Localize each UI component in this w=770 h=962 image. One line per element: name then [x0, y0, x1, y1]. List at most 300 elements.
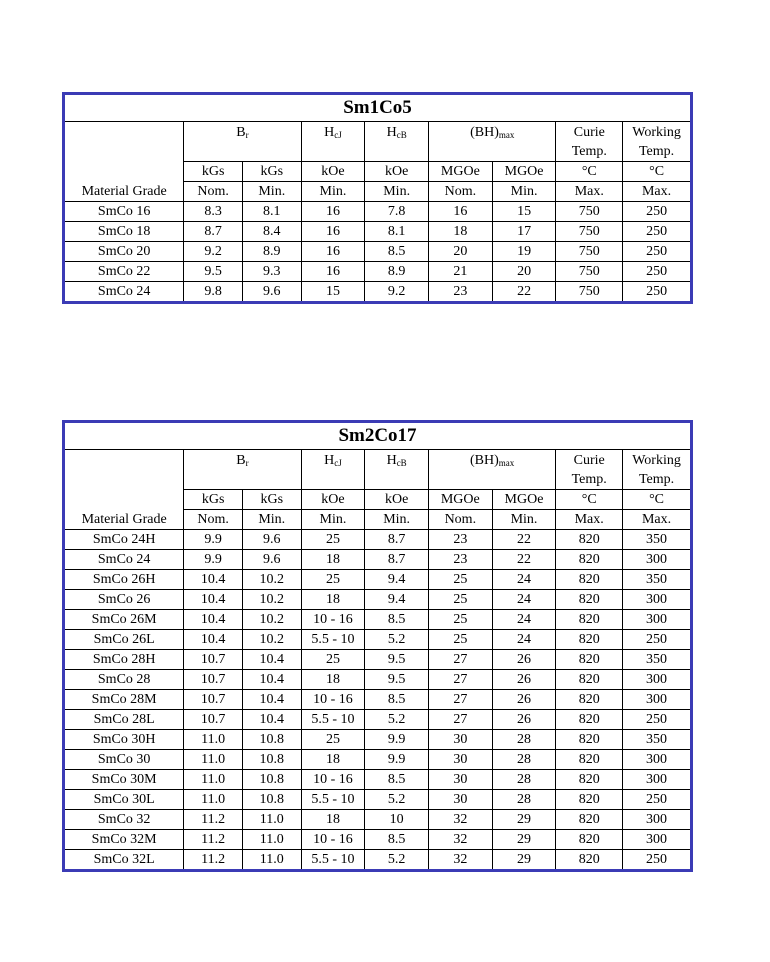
value-cell: 10.4 [184, 610, 243, 630]
value-cell: 820 [556, 790, 623, 810]
table-row [64, 222, 692, 242]
value-cell: 820 [556, 710, 623, 730]
hcj-header-subscript: cJ [334, 130, 342, 140]
bhmax-header [428, 450, 555, 490]
table-row [64, 730, 692, 750]
value-cell: 32 [428, 830, 492, 850]
value-cell: 5.2 [365, 850, 429, 871]
value-cell: 25 [428, 590, 492, 610]
value-cell: 23 [428, 530, 492, 550]
sm1co5-table [62, 92, 693, 304]
value-cell: 10 [365, 810, 429, 830]
qualifier-cell: Min. [242, 510, 301, 530]
blank-unit-cell [64, 162, 184, 182]
value-cell: 18 [301, 750, 365, 770]
hcb-header [365, 450, 429, 490]
qualifier-cell: Nom. [428, 510, 492, 530]
grade-cell: SmCo 30 [64, 750, 184, 770]
value-cell: 10.4 [184, 590, 243, 610]
qualifier-cell: Max. [623, 510, 692, 530]
value-cell: 16 [301, 202, 365, 222]
value-cell: 9.6 [242, 282, 301, 303]
table-row [64, 282, 692, 303]
value-cell: 29 [492, 830, 556, 850]
value-cell: 10 - 16 [301, 770, 365, 790]
value-cell: 18 [429, 222, 493, 242]
curie-temp-header [556, 122, 623, 162]
unit-cell: kOe [301, 162, 365, 182]
table-row [64, 670, 692, 690]
grade-cell: SmCo 28M [64, 690, 184, 710]
unit-cell: kOe [301, 490, 365, 510]
grade-cell: SmCo 16 [64, 202, 184, 222]
qualifier-cell: Min. [492, 182, 556, 202]
value-cell: 250 [623, 242, 692, 262]
sm2co17-table [62, 420, 693, 872]
value-cell: 25 [301, 530, 365, 550]
value-cell: 28 [492, 790, 556, 810]
value-cell: 21 [429, 262, 493, 282]
qualifier-cell: Nom. [184, 510, 243, 530]
value-cell: 10.2 [242, 630, 301, 650]
value-cell: 17 [492, 222, 556, 242]
value-cell: 10.4 [184, 630, 243, 650]
curie-temp-header-line1: Curie [573, 125, 605, 140]
qualifier-cell: Min. [301, 510, 365, 530]
grade-cell: SmCo 20 [64, 242, 184, 262]
table-row [64, 530, 692, 550]
table-row [64, 810, 692, 830]
grade-cell: SmCo 32M [64, 830, 184, 850]
blank-header-cell [64, 450, 184, 490]
value-cell: 8.5 [365, 830, 429, 850]
value-cell: 9.4 [365, 590, 429, 610]
value-cell: 25 [301, 570, 365, 590]
value-cell: 32 [428, 810, 492, 830]
hcb-header-subscript: cB [396, 130, 407, 140]
value-cell: 9.3 [242, 262, 301, 282]
value-cell: 11.2 [184, 830, 243, 850]
unit-cell: MGOe [492, 162, 556, 182]
value-cell: 750 [556, 222, 623, 242]
value-cell: 10.7 [184, 710, 243, 730]
value-cell: 750 [556, 242, 623, 262]
value-cell: 26 [492, 710, 556, 730]
value-cell: 10.7 [184, 670, 243, 690]
value-cell: 8.7 [365, 530, 429, 550]
unit-cell: MGOe [429, 162, 493, 182]
value-cell: 8.7 [184, 222, 243, 242]
value-cell: 26 [492, 690, 556, 710]
value-cell: 28 [492, 750, 556, 770]
value-cell: 11.0 [242, 830, 301, 850]
working-temp-header [623, 450, 692, 490]
value-cell: 300 [623, 590, 692, 610]
table-row [64, 830, 692, 850]
working-temp-header-line1: Working [632, 125, 681, 140]
grade-cell: SmCo 18 [64, 222, 184, 242]
grade-cell: SmCo 22 [64, 262, 184, 282]
value-cell: 23 [429, 282, 493, 303]
value-cell: 350 [623, 570, 692, 590]
qualifier-cell: Max. [556, 182, 623, 202]
group-header-row [64, 122, 692, 162]
hcb-header-symbol: H [386, 453, 397, 468]
value-cell: 16 [301, 222, 365, 242]
table-row [64, 650, 692, 670]
value-cell: 9.5 [365, 650, 429, 670]
value-cell: 820 [556, 830, 623, 850]
value-cell: 11.0 [242, 850, 301, 871]
value-cell: 10.2 [242, 610, 301, 630]
value-cell: 9.5 [184, 262, 243, 282]
hcj-header-symbol: H [324, 453, 335, 468]
value-cell: 18 [301, 810, 365, 830]
grade-cell: SmCo 24H [64, 530, 184, 550]
table-title: Sm1Co5 [64, 94, 692, 122]
grade-cell: SmCo 28L [64, 710, 184, 730]
value-cell: 9.9 [365, 730, 429, 750]
value-cell: 350 [623, 530, 692, 550]
br-header-symbol: B [236, 453, 246, 468]
value-cell: 19 [492, 242, 556, 262]
value-cell: 11.0 [184, 750, 243, 770]
grade-cell: SmCo 26H [64, 570, 184, 590]
group-header-row [64, 450, 692, 490]
value-cell: 9.2 [365, 282, 429, 303]
value-cell: 24 [492, 630, 556, 650]
value-cell: 820 [556, 770, 623, 790]
value-cell: 750 [556, 282, 623, 303]
value-cell: 20 [492, 262, 556, 282]
value-cell: 29 [492, 850, 556, 871]
value-cell: 5.2 [365, 710, 429, 730]
value-cell: 15 [492, 202, 556, 222]
value-cell: 10.4 [242, 650, 301, 670]
value-cell: 300 [623, 830, 692, 850]
value-cell: 26 [492, 670, 556, 690]
unit-cell: MGOe [492, 490, 556, 510]
value-cell: 10 - 16 [301, 830, 365, 850]
value-cell: 10.8 [242, 750, 301, 770]
unit-cell: kGs [242, 162, 301, 182]
value-cell: 750 [556, 202, 623, 222]
value-cell: 16 [429, 202, 493, 222]
value-cell: 820 [556, 730, 623, 750]
value-cell: 9.2 [184, 242, 243, 262]
table-row [64, 770, 692, 790]
value-cell: 300 [623, 690, 692, 710]
value-cell: 16 [301, 242, 365, 262]
value-cell: 10.8 [242, 770, 301, 790]
value-cell: 7.8 [365, 202, 429, 222]
value-cell: 250 [623, 262, 692, 282]
table-row [64, 790, 692, 810]
value-cell: 250 [623, 282, 692, 303]
value-cell: 11.2 [184, 850, 243, 871]
value-cell: 10.4 [242, 690, 301, 710]
value-cell: 820 [556, 590, 623, 610]
value-cell: 25 [301, 730, 365, 750]
unit-cell: kGs [184, 162, 243, 182]
value-cell: 18 [301, 550, 365, 570]
value-cell: 350 [623, 730, 692, 750]
qualifier-cell: Min. [301, 182, 365, 202]
value-cell: 15 [301, 282, 365, 303]
value-cell: 820 [556, 810, 623, 830]
value-cell: 8.3 [184, 202, 243, 222]
value-cell: 30 [428, 770, 492, 790]
value-cell: 750 [556, 262, 623, 282]
unit-cell: °C [623, 162, 692, 182]
value-cell: 5.5 - 10 [301, 850, 365, 871]
value-cell: 23 [428, 550, 492, 570]
qualifier-cell: Max. [623, 182, 692, 202]
curie-temp-header-line2: Temp. [571, 472, 607, 487]
hcj-header [301, 122, 365, 162]
br-header-symbol: B [236, 125, 246, 140]
value-cell: 25 [428, 610, 492, 630]
value-cell: 29 [492, 810, 556, 830]
blank-unit-cell [64, 490, 184, 510]
value-cell: 8.5 [365, 610, 429, 630]
grade-cell: SmCo 30L [64, 790, 184, 810]
value-cell: 300 [623, 550, 692, 570]
qualifier-cell: Max. [556, 510, 623, 530]
value-cell: 8.9 [242, 242, 301, 262]
qualifier-cell: Min. [242, 182, 301, 202]
units-row [64, 162, 692, 182]
value-cell: 26 [492, 650, 556, 670]
value-cell: 250 [623, 710, 692, 730]
value-cell: 11.0 [184, 730, 243, 750]
value-cell: 30 [428, 730, 492, 750]
value-cell: 20 [429, 242, 493, 262]
grade-cell: SmCo 24 [64, 550, 184, 570]
value-cell: 27 [428, 670, 492, 690]
value-cell: 11.0 [184, 790, 243, 810]
value-cell: 820 [556, 690, 623, 710]
hcj-header [301, 450, 365, 490]
grade-cell: SmCo 30H [64, 730, 184, 750]
value-cell: 250 [623, 850, 692, 871]
table-row [64, 610, 692, 630]
bhmax-header [429, 122, 556, 162]
grade-cell: SmCo 24 [64, 282, 184, 303]
grade-cell: SmCo 26L [64, 630, 184, 650]
bhmax-header-symbol: (BH) [470, 125, 499, 140]
value-cell: 300 [623, 750, 692, 770]
qualifier-cell: Nom. [184, 182, 243, 202]
value-cell: 8.7 [365, 550, 429, 570]
value-cell: 10.4 [184, 570, 243, 590]
qualifier-cell: Nom. [429, 182, 493, 202]
working-temp-header [623, 122, 692, 162]
unit-cell: °C [623, 490, 692, 510]
value-cell: 10.2 [242, 570, 301, 590]
curie-temp-header-line1: Curie [573, 453, 605, 468]
grade-cell: SmCo 32 [64, 810, 184, 830]
value-cell: 24 [492, 590, 556, 610]
value-cell: 820 [556, 850, 623, 871]
value-cell: 10.7 [184, 650, 243, 670]
grade-cell: SmCo 26 [64, 590, 184, 610]
unit-cell: kGs [184, 490, 243, 510]
grade-cell: SmCo 28H [64, 650, 184, 670]
br-header [184, 122, 301, 162]
value-cell: 16 [301, 262, 365, 282]
value-cell: 24 [492, 570, 556, 590]
value-cell: 8.5 [365, 770, 429, 790]
value-cell: 5.2 [365, 790, 429, 810]
curie-temp-header-line2: Temp. [571, 144, 607, 159]
title-row [64, 422, 692, 450]
value-cell: 820 [556, 650, 623, 670]
table-row [64, 550, 692, 570]
material-grade-header: Material Grade [64, 182, 184, 202]
value-cell: 24 [492, 610, 556, 630]
table-title: Sm2Co17 [64, 422, 692, 450]
value-cell: 5.5 - 10 [301, 790, 365, 810]
value-cell: 10.8 [242, 730, 301, 750]
value-cell: 10 - 16 [301, 690, 365, 710]
value-cell: 5.2 [365, 630, 429, 650]
qualifier-cell: Min. [365, 182, 429, 202]
working-temp-header-line2: Temp. [638, 472, 675, 487]
value-cell: 9.6 [242, 530, 301, 550]
value-cell: 9.6 [242, 550, 301, 570]
bhmax-header-subscript: max [498, 458, 515, 468]
unit-cell: °C [556, 490, 623, 510]
value-cell: 9.9 [184, 530, 243, 550]
grade-cell: SmCo 26M [64, 610, 184, 630]
value-cell: 300 [623, 610, 692, 630]
value-cell: 350 [623, 650, 692, 670]
table-row [64, 570, 692, 590]
value-cell: 27 [428, 710, 492, 730]
value-cell: 27 [428, 690, 492, 710]
value-cell: 300 [623, 810, 692, 830]
unit-cell: °C [556, 162, 623, 182]
value-cell: 820 [556, 570, 623, 590]
value-cell: 250 [623, 222, 692, 242]
value-cell: 25 [301, 650, 365, 670]
value-cell: 32 [428, 850, 492, 871]
unit-cell: MGOe [428, 490, 492, 510]
value-cell: 28 [492, 770, 556, 790]
table-row [64, 710, 692, 730]
qualifiers-row [64, 182, 692, 202]
value-cell: 10.8 [242, 790, 301, 810]
table-row [64, 850, 692, 871]
table-row [64, 242, 692, 262]
value-cell: 820 [556, 610, 623, 630]
qualifier-cell: Min. [492, 510, 556, 530]
unit-cell: kOe [365, 490, 429, 510]
value-cell: 9.5 [365, 670, 429, 690]
table-row [64, 590, 692, 610]
value-cell: 250 [623, 202, 692, 222]
value-cell: 300 [623, 770, 692, 790]
hcj-header-subscript: cJ [334, 458, 342, 468]
hcb-header-subscript: cB [396, 458, 407, 468]
grade-cell: SmCo 32L [64, 850, 184, 871]
grade-cell: SmCo 30M [64, 770, 184, 790]
table-row [64, 630, 692, 650]
value-cell: 250 [623, 790, 692, 810]
value-cell: 22 [492, 530, 556, 550]
br-header-subscript: r [245, 130, 249, 140]
value-cell: 11.0 [242, 810, 301, 830]
qualifier-cell: Min. [365, 510, 429, 530]
value-cell: 9.4 [365, 570, 429, 590]
value-cell: 820 [556, 750, 623, 770]
hcb-header [365, 122, 429, 162]
value-cell: 30 [428, 750, 492, 770]
hcj-header-symbol: H [324, 125, 335, 140]
value-cell: 250 [623, 630, 692, 650]
material-grade-header: Material Grade [64, 510, 184, 530]
bhmax-header-symbol: (BH) [470, 453, 499, 468]
value-cell: 22 [492, 550, 556, 570]
value-cell: 27 [428, 650, 492, 670]
blank-header-cell [64, 122, 184, 162]
value-cell: 8.5 [365, 242, 429, 262]
value-cell: 9.8 [184, 282, 243, 303]
value-cell: 8.5 [365, 690, 429, 710]
value-cell: 5.5 - 10 [301, 710, 365, 730]
value-cell: 300 [623, 670, 692, 690]
br-header [184, 450, 301, 490]
working-temp-header-line1: Working [632, 453, 681, 468]
value-cell: 820 [556, 630, 623, 650]
value-cell: 820 [556, 670, 623, 690]
value-cell: 10.4 [242, 710, 301, 730]
value-cell: 10.2 [242, 590, 301, 610]
value-cell: 8.1 [365, 222, 429, 242]
value-cell: 9.9 [365, 750, 429, 770]
value-cell: 30 [428, 790, 492, 810]
table-row [64, 750, 692, 770]
title-row [64, 94, 692, 122]
working-temp-header-line2: Temp. [638, 144, 675, 159]
value-cell: 820 [556, 550, 623, 570]
table-row [64, 262, 692, 282]
value-cell: 10.4 [242, 670, 301, 690]
value-cell: 9.9 [184, 550, 243, 570]
value-cell: 25 [428, 630, 492, 650]
value-cell: 8.4 [242, 222, 301, 242]
value-cell: 8.9 [365, 262, 429, 282]
value-cell: 10 - 16 [301, 610, 365, 630]
value-cell: 11.2 [184, 810, 243, 830]
value-cell: 25 [428, 570, 492, 590]
table-row [64, 690, 692, 710]
value-cell: 10.7 [184, 690, 243, 710]
value-cell: 22 [492, 282, 556, 303]
unit-cell: kOe [365, 162, 429, 182]
value-cell: 820 [556, 530, 623, 550]
value-cell: 5.5 - 10 [301, 630, 365, 650]
table-row [64, 202, 692, 222]
value-cell: 18 [301, 670, 365, 690]
curie-temp-header [556, 450, 623, 490]
qualifiers-row [64, 510, 692, 530]
value-cell: 8.1 [242, 202, 301, 222]
value-cell: 28 [492, 730, 556, 750]
unit-cell: kGs [242, 490, 301, 510]
value-cell: 18 [301, 590, 365, 610]
